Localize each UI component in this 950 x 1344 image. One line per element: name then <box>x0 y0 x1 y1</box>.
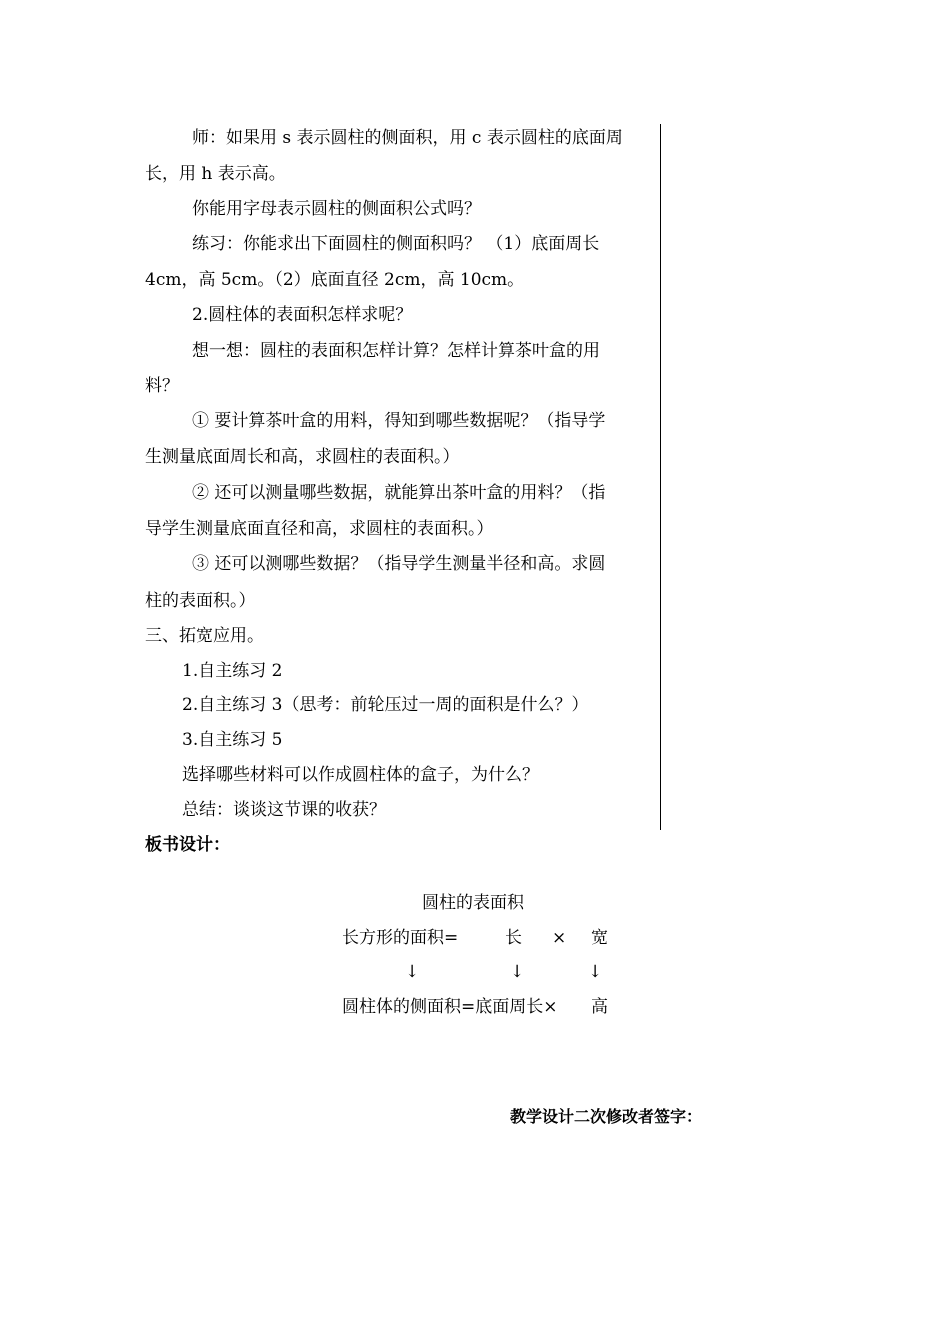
paragraph-line: 柱的表面积。） <box>145 591 256 611</box>
paragraph-line: ① 要计算茶叶盒的用料，得知到哪些数据呢？（指导学 <box>192 411 606 431</box>
paragraph-line: 总结：谈谈这节课的收获？ <box>182 800 386 820</box>
section-heading: 三、拓宽应用。 <box>145 626 264 646</box>
paragraph-line: 你能用字母表示圆柱的侧面积公式吗？ <box>192 199 481 219</box>
down-arrow-icon: ↓ <box>588 962 603 982</box>
cylinder-height: 高 <box>591 997 608 1017</box>
paragraph-line: 练习：你能求出下面圆柱的侧面积吗？ （1）底面周长 <box>192 234 600 254</box>
list-item: 2.自主练习 3（思考：前轮压过一周的面积是什么？） <box>182 695 589 715</box>
signature-label: 教学设计二次修改者签字： <box>510 1107 703 1126</box>
list-item: 3.自主练习 5 <box>182 730 283 750</box>
rect-length: 长 <box>505 928 522 948</box>
paragraph-line: 长，用 h 表示高。 <box>145 164 286 184</box>
board-heading: 板书设计： <box>145 835 230 855</box>
down-arrow-icon: ↓ <box>510 962 525 982</box>
rect-width: 宽 <box>591 928 608 948</box>
paragraph-line: 料？ <box>145 376 179 396</box>
paragraph-line: 导学生测量底面直径和高，求圆柱的表面积。） <box>145 519 494 539</box>
paragraph-line: 2.圆柱体的表面积怎样求呢？ <box>192 305 413 325</box>
paragraph-line: 生测量底面周长和高，求圆柱的表面积。） <box>145 447 460 467</box>
cylinder-side-area-formula: 圆柱体的侧面积=底面周长× <box>342 997 558 1017</box>
paragraph-line: 4cm，高 5cm。（2）底面直径 2cm，高 10cm。 <box>145 270 525 290</box>
paragraph-line: ② 还可以测量哪些数据，就能算出茶叶盒的用料？（指 <box>192 483 606 503</box>
rect-area-formula: 长方形的面积= <box>342 928 459 948</box>
board-title: 圆柱的表面积 <box>422 893 524 913</box>
times-sign: × <box>552 928 567 948</box>
paragraph-line: 想一想：圆柱的表面积怎样计算？怎样计算茶叶盒的用 <box>192 341 600 361</box>
paragraph-line: 师：如果用 s 表示圆柱的侧面积，用 c 表示圆柱的底面周 <box>192 128 623 148</box>
down-arrow-icon: ↓ <box>405 962 420 982</box>
paragraph-line: ③ 还可以测哪些数据？（指导学生测量半径和高。求圆 <box>192 554 606 574</box>
table-column-border <box>660 124 661 830</box>
list-item: 1.自主练习 2 <box>182 661 283 681</box>
paragraph-line: 选择哪些材料可以作成圆柱体的盒子，为什么？ <box>182 765 539 785</box>
